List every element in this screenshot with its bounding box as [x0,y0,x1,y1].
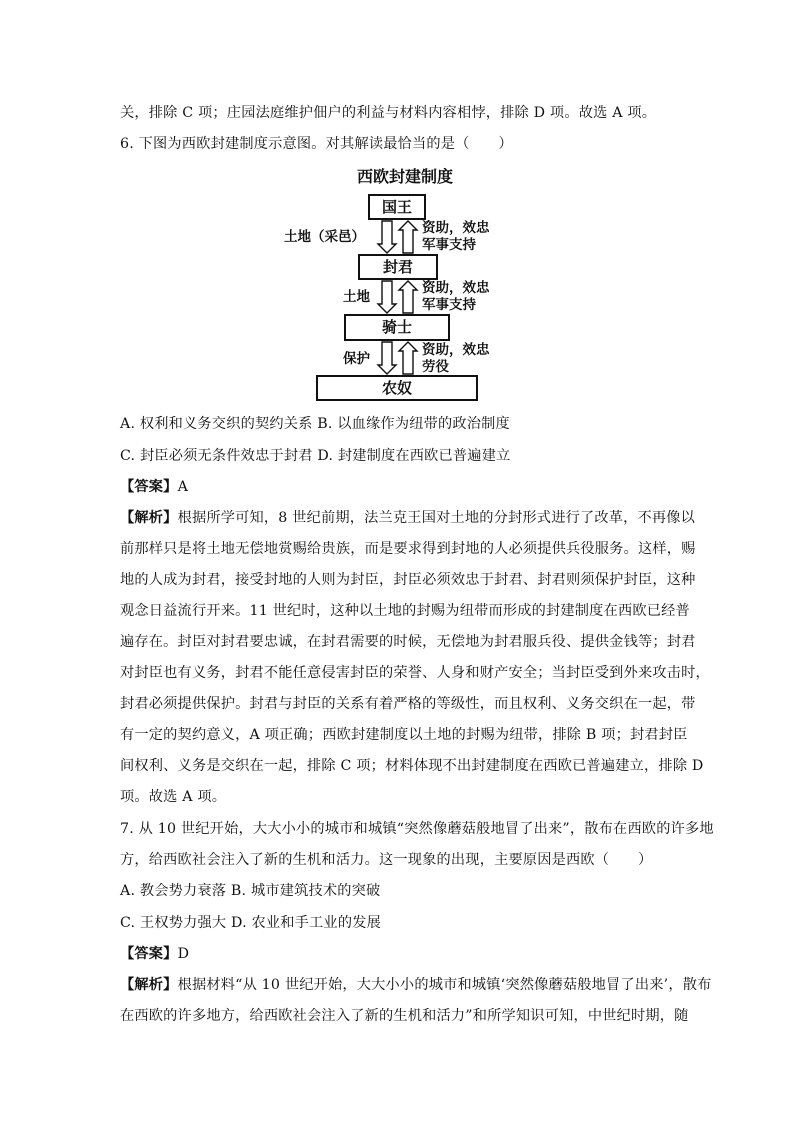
q7-stem-line: 方，给西欧社会注入了新的生机和活力。这一现象的出现，主要原因是西欧（ ） [120,852,653,868]
q6-analysis-line: 前那样只是将土地无偿地赏赐给贵族，而是要求得到封地的人必须提供兵役服务。这样，赐 [120,541,696,557]
label-support-1a: 资助，效忠 [422,220,490,236]
q6-analysis-line: 项。故选 A 项。 [120,789,227,805]
q6-analysis-line: 遍存在。封臣对封君要忠诚，在封君需要的时候，无偿地为封君服兵役、提供金钱等；封君 [120,634,696,650]
q6-analysis-line: 有一定的契约意义，A 项正确；西欧封建制度以土地的封赐为纽带，排除 B 项；封君封臣 [120,727,688,743]
q6-analysis-line: 对封臣也有义务，封君不能任意侵害封臣的荣誉、人身和财产安全；当封臣受到外来攻击时， [120,665,710,681]
box-king: 国王 [368,194,426,220]
q7-options-ab: A. 教会势力衰落 B. 城市建筑技术的突破 [120,883,381,899]
text-line: 关，排除 C 项；庄园法庭维护佃户的利益与材料内容相悖，排除 D 项。故选 A 项。 [120,105,657,121]
q7-answer [120,944,680,964]
q7-analysis-line [120,975,712,995]
q7-options-cd: C. 王权势力强大 D. 农业和手工业的发展 [120,915,381,931]
box-knight: 骑士 [344,314,450,341]
label-support-1b: 军事支持 [422,237,476,253]
down-arrow [378,281,396,313]
box-serf: 农奴 [316,375,478,401]
label-support-3b: 劳役 [422,359,449,375]
up-arrow [399,221,417,253]
q6-analysis-line [120,508,696,528]
label-support-2b: 军事支持 [422,297,476,313]
label-land-fief: 土地（采邑） [284,229,365,245]
answer-value: D [177,946,190,962]
analysis-text: 根据所学可知，8 世纪前期，法兰克王国对土地的分封形式进行了改革，不再像以 [177,510,696,526]
question-6-stem: 6. 下图为西欧封建制度示意图。对其解读最恰当的是（ ） [120,136,513,152]
q6-analysis-line: 地的人成为封君，接受封地的人则为封臣，封臣必须效忠于封君、封君则须保护封臣，这种 [120,572,696,588]
up-arrow [399,342,417,374]
q6-answer [120,477,680,497]
down-arrow [378,342,396,374]
q6-analysis-line: 封君必须提供保护。封君与封臣的关系有着严格的等级性，而且权利、义务交织在一起，带 [120,696,696,712]
box-lord: 封君 [358,254,438,280]
q7-analysis-line: 在西欧的许多地方，给西欧社会注入了新的生机和活力”和所学知识可知，中世纪时期，随 [120,1008,689,1024]
label-support-3a: 资助，效忠 [422,342,490,358]
feudal-system-diagram [270,160,540,405]
q6-options-ab: A. 权利和义务交织的契约关系 B. 以血缘作为纽带的政治制度 [120,416,510,432]
q7-stem-line: 7. 从 10 世纪开始，大大小小的城市和城镇“突然像蘑菇般地冒了出来”，散布在西欧的许多地 [120,821,714,837]
answer-value: A [177,479,189,495]
analysis-label: 【解析】 [120,510,178,526]
answer-label: 【答案】 [120,946,178,962]
analysis-label: 【解析】 [120,977,178,993]
label-protection: 保护 [343,351,370,367]
q6-options-cd: C. 封臣必须无条件效忠于封君 D. 封建制度在西欧已普遍建立 [120,448,511,464]
down-arrow [378,221,396,253]
up-arrow [399,281,417,313]
q6-analysis-line: 间权利、义务是交织在一起，排除 C 项；材料体现不出封建制度在西欧已普遍建立，排除 D [120,758,704,774]
q6-analysis-line: 观念日益流行开来。11 世纪时，这种以土地的封赐为纽带而形成的封建制度在西欧已经普 [120,603,690,619]
label-support-2a: 资助，效忠 [422,280,490,296]
answer-label: 【答案】 [120,479,178,495]
analysis-text: 根据材料“从 10 世纪开始，大大小小的城市和城镇‘突然像蘑菇般地冒了出来’，散布 [177,977,712,993]
diagram-title: 西欧封建制度 [356,167,453,186]
arrows-layer [270,160,540,405]
label-land: 土地 [343,289,370,305]
